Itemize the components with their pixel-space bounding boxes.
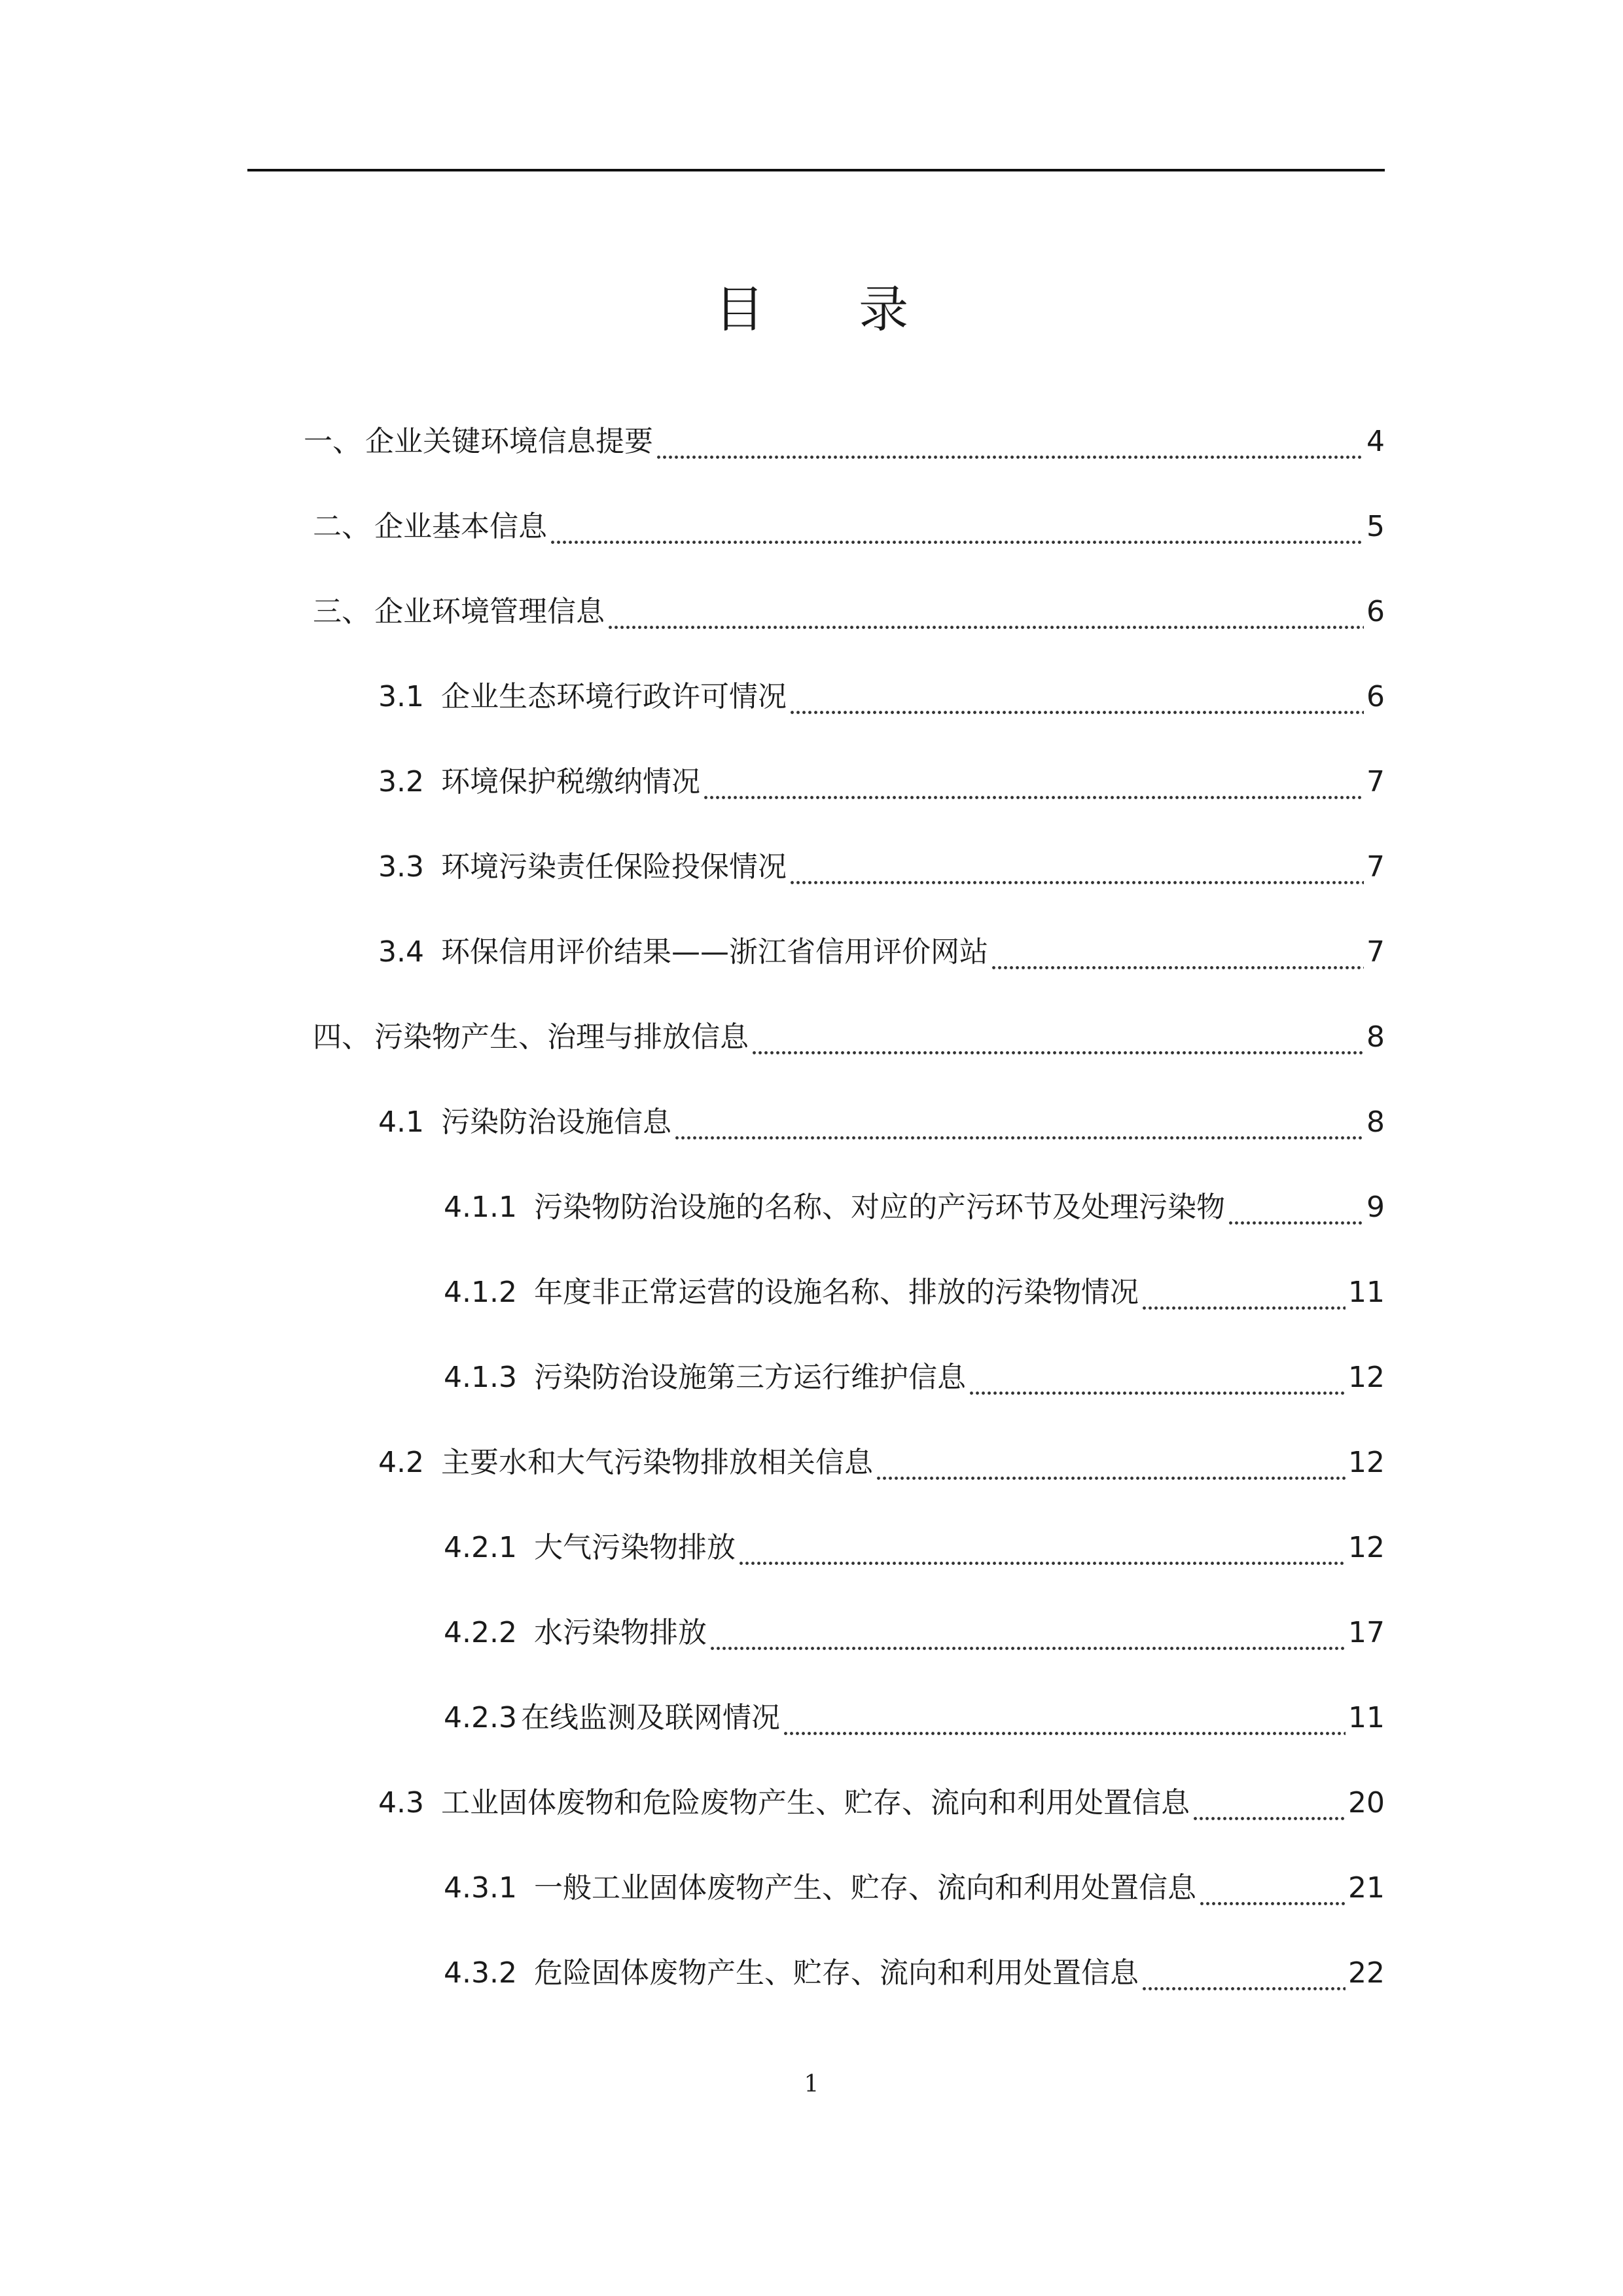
- toc-entry-page: 6: [1366, 595, 1385, 628]
- dot-leader: [969, 1355, 1346, 1401]
- dot-leader: [738, 1525, 1346, 1571]
- toc-entry-page: 21: [1348, 1871, 1385, 1905]
- toc-entry-number: 4.3.2: [444, 1956, 517, 1990]
- toc-entry-title: 污染防治设施第三方运行维护信息: [533, 1361, 966, 1394]
- toc-entry-number: 4.2.3: [444, 1701, 517, 1734]
- toc-entry-page: 17: [1348, 1616, 1385, 1649]
- dot-leader: [674, 1100, 1364, 1145]
- toc-entry-page: 6: [1366, 680, 1385, 713]
- toc-entry-number: 3.1: [378, 680, 424, 713]
- dot-leader: [1228, 1185, 1364, 1230]
- dot-leader: [789, 844, 1364, 890]
- toc-entry-number: 3.2: [378, 765, 424, 798]
- dot-leader: [709, 1610, 1346, 1656]
- toc-entry-title: 企业基本信息: [374, 510, 547, 543]
- toc-entry-4-3-2[interactable]: [444, 1950, 1385, 1996]
- toc-entry-number: 4.2: [378, 1446, 424, 1479]
- dot-leader: [1192, 1780, 1346, 1826]
- toc-entry-4-3-1[interactable]: [444, 1865, 1385, 1911]
- toc-entry-page: 8: [1366, 1105, 1385, 1139]
- toc-entry-number: 4.2.2: [444, 1616, 517, 1649]
- page-number: 1: [804, 2071, 819, 2098]
- toc-entry-4-2[interactable]: [378, 1440, 1385, 1486]
- toc-entry-title: 企业环境管理信息: [374, 595, 605, 628]
- toc-entry-title: 危险固体废物产生、贮存、流向和利用处置信息: [533, 1956, 1139, 1990]
- toc-entry-page: 9: [1366, 1191, 1385, 1224]
- toc-entry-number: 3.3: [378, 850, 424, 884]
- toc-entry-page: 7: [1366, 935, 1385, 969]
- toc-entry-number: 4.1.2: [444, 1276, 517, 1309]
- toc-entry-number: 三、: [313, 595, 370, 628]
- toc-entry-4-1[interactable]: [378, 1100, 1385, 1145]
- toc-entry-number: 四、: [313, 1020, 370, 1054]
- toc-entry-title: 环境污染责任保险投保情况: [440, 850, 787, 884]
- toc-entry-title: 环保信用评价结果——浙江省信用评价网站: [440, 935, 988, 969]
- dot-leader: [789, 674, 1364, 720]
- toc-entry-page: 8: [1366, 1020, 1385, 1054]
- dot-leader: [1199, 1865, 1346, 1911]
- toc-entry-number: 4.3: [378, 1786, 424, 1820]
- toc-entry-page: 4: [1366, 425, 1385, 458]
- page-title: 目 录: [714, 279, 948, 338]
- toc-entry-title: 工业固体废物和危险废物产生、贮存、流向和利用处置信息: [440, 1786, 1190, 1820]
- toc-entry-page: 5: [1366, 510, 1385, 543]
- toc-entry-page: 7: [1366, 765, 1385, 798]
- toc-entry-4-1-1[interactable]: [444, 1185, 1385, 1230]
- toc-entry-title: 水污染物排放: [533, 1616, 707, 1649]
- toc-entry-title: 污染物产生、治理与排放信息: [374, 1020, 749, 1054]
- toc-entry-page: 7: [1366, 850, 1385, 884]
- toc-entry-4[interactable]: [313, 1014, 1385, 1060]
- toc-entry-number: 二、: [313, 510, 370, 543]
- dot-leader: [783, 1695, 1346, 1741]
- toc-entry-4-2-1[interactable]: [444, 1525, 1385, 1571]
- dot-leader: [607, 589, 1364, 635]
- toc-entry-title: 污染防治设施信息: [440, 1105, 671, 1139]
- toc-entry-title: 企业关键环境信息提要: [365, 425, 653, 458]
- toc-entry-page: 11: [1348, 1276, 1385, 1309]
- toc-entry-title: 主要水和大气污染物排放相关信息: [440, 1446, 873, 1479]
- dot-leader: [656, 419, 1364, 465]
- toc-entry-3-4[interactable]: [378, 929, 1385, 975]
- toc-entry-page: 20: [1348, 1786, 1385, 1820]
- toc-entry-page: 12: [1348, 1361, 1385, 1394]
- toc-entry-1[interactable]: [304, 419, 1385, 465]
- dot-leader: [991, 929, 1364, 975]
- toc-entry-page: 11: [1348, 1701, 1385, 1734]
- toc-entry-title: 大气污染物排放: [533, 1531, 736, 1564]
- toc-entry-number: 3.4: [378, 935, 424, 969]
- toc-entry-number: 4.2.1: [444, 1531, 517, 1564]
- toc-entry-4-2-3[interactable]: [444, 1695, 1385, 1741]
- toc-entry-4-3[interactable]: [378, 1780, 1385, 1826]
- dot-leader: [1141, 1950, 1346, 1996]
- dot-leader: [703, 759, 1364, 805]
- toc-entry-title: 一般工业固体废物产生、贮存、流向和利用处置信息: [533, 1871, 1196, 1905]
- toc-entry-title: 企业生态环境行政许可情况: [440, 680, 787, 713]
- toc-entry-3-1[interactable]: [378, 674, 1385, 720]
- toc-entry-number: 4.3.1: [444, 1871, 517, 1905]
- toc-entry-number: 4.1.1: [444, 1191, 517, 1224]
- toc-entry-title: 污染物防治设施的名称、对应的产污环节及处理污染物: [533, 1191, 1225, 1224]
- dot-leader: [550, 504, 1364, 550]
- toc-entry-page: 12: [1348, 1531, 1385, 1564]
- toc-entry-title: 环境保护税缴纳情况: [440, 765, 700, 798]
- toc-entry-4-1-2[interactable]: [444, 1270, 1385, 1316]
- toc-entry-title: 在线监测及联网情况: [520, 1701, 780, 1734]
- toc-entry-number: 4.1.3: [444, 1361, 517, 1394]
- dot-leader: [876, 1440, 1346, 1486]
- toc-entry-3[interactable]: [313, 589, 1385, 635]
- dot-leader: [751, 1014, 1364, 1060]
- toc-entry-3-2[interactable]: [378, 759, 1385, 805]
- toc-entry-page: 12: [1348, 1446, 1385, 1479]
- dot-leader: [1141, 1270, 1346, 1316]
- toc-entry-number: 4.1: [378, 1105, 424, 1139]
- toc-entry-3-3[interactable]: [378, 844, 1385, 890]
- toc-entry-title: 年度非正常运营的设施名称、排放的污染物情况: [533, 1276, 1139, 1309]
- toc-entry-2[interactable]: [313, 504, 1385, 550]
- toc-entry-number: 一、: [304, 425, 361, 458]
- toc-entry-4-1-3[interactable]: [444, 1355, 1385, 1401]
- toc-entry-page: 22: [1348, 1956, 1385, 1990]
- toc-entry-4-2-2[interactable]: [444, 1610, 1385, 1656]
